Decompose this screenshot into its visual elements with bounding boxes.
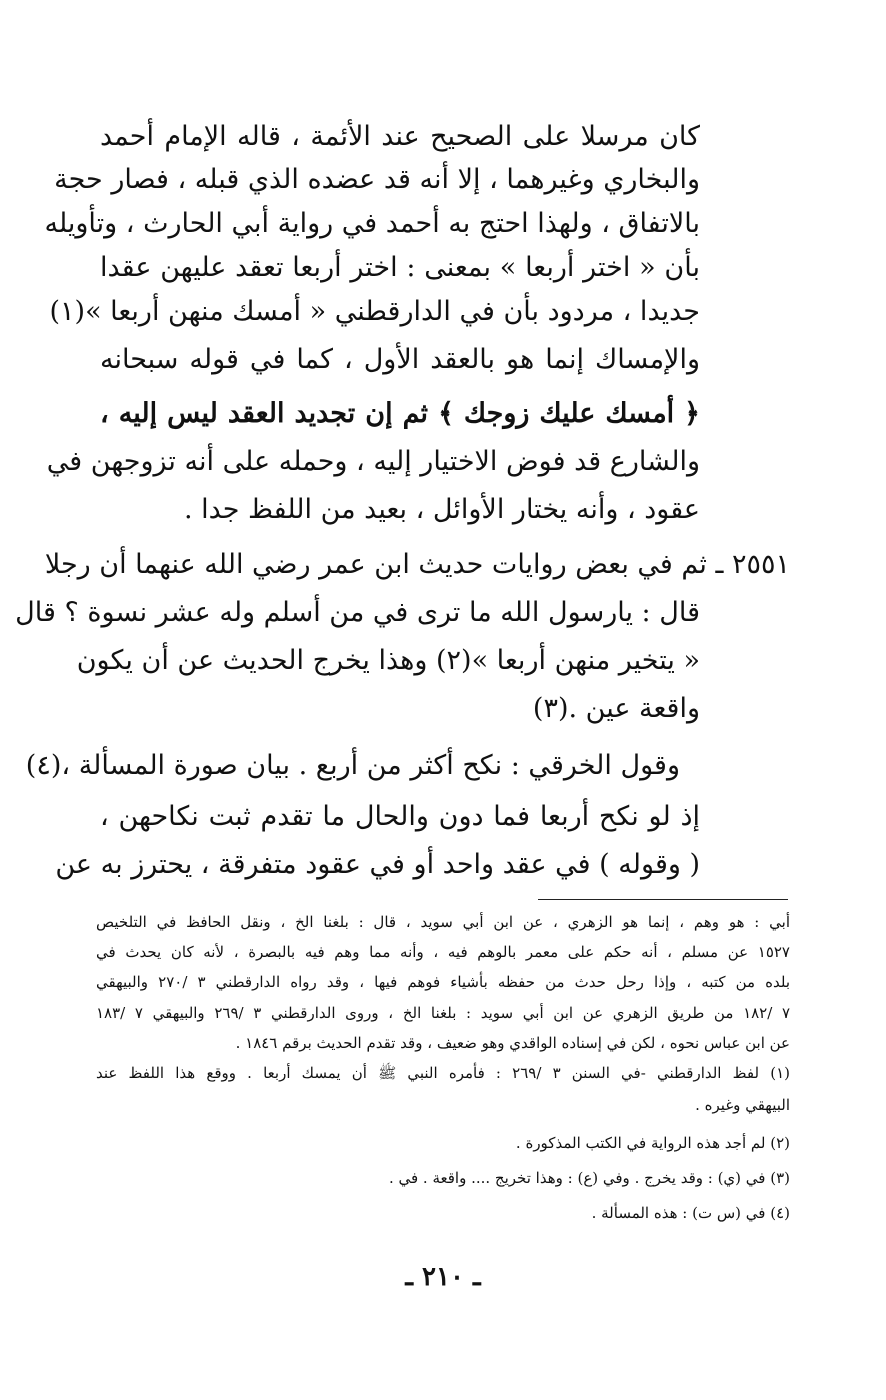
footnote-line: أبي : هو وهم ، إنما هو الزهري ، عن ابن أبي سويد ، قال : بلغنا الخ ، ونقل الحافظ في التلخيص	[96, 913, 790, 931]
main-text-line: بالاتفاق ، ولهذا احتج به أحمد في رواية أبي الحارث ، وتأويله	[44, 208, 700, 239]
main-text-line: ( وقوله ) في عقد واحد أو في عقود متفرقة ، يحترز به عن	[55, 849, 700, 880]
footnote-line: عن ابن عباس نحوه ، لكن في إسناده الواقدي وهو ضعيف ، وقد تقدم الحديث برقم ١٨٤٦ .	[235, 1034, 790, 1052]
main-text-line: واقعة عين .(٣)	[532, 693, 700, 724]
main-text-line: قال : يارسول الله ما ترى في من أسلم وله عشر نسوة ؟ قال	[15, 597, 700, 628]
footnote-1: (١) لفظ الدارقطني -في السنن ٣ /٢٦٩ : فأمره النبي ﷺ أن يمسك أربعا . ووقع هذا اللفظ عند	[96, 1064, 790, 1082]
footnote-divider	[538, 899, 788, 900]
numbered-paragraph-line: ٢٥٥١ ـ ثم في بعض روايات حديث ابن عمر رضي الله عنهما أن رجلا	[44, 549, 790, 580]
main-text-line: عقود ، وأنه يختار الأوائل ، بعيد من اللفظ جدا .	[183, 494, 700, 525]
footnote-line: ١٥٢٧ عن مسلم ، أنه حكم على معمر بالوهم فيه ، وأنه مما وهم فيه بالبصرة ، لأنه كان يحدث في	[96, 943, 790, 961]
footnote-2: (٢) لم أجد هذه الرواية في الكتب المذكورة .	[515, 1134, 790, 1152]
main-text-line: « يتخير منهن أربعا »(٢) وهذا يخرج الحديث عن أن يكون	[76, 645, 700, 676]
footnote-line: ٧ /١٨٢ من طريق الزهري عن ابن أبي سويد : بلغنا الخ ، وروى الدارقطني ٣ /٢٦٩ والبيهقي ٧ /١٨٣	[96, 1004, 791, 1022]
footnote-4: (٤) في (س ت) : هذه المسألة .	[591, 1204, 790, 1222]
main-text-line: والبخاري وغيرهما ، إلا أنه قد عضده الذي قبله ، فصار حجة	[54, 164, 700, 195]
footnote-line: بلده من كتبه ، وإذا رحل حدث من حفظه بأشياء فوهم فيها ، وقد رواه الدارقطني ٣ /٢٧٠ والبيهقي	[96, 973, 790, 991]
main-text-line: كان مرسلا على الصحيح عند الأئمة ، قاله الإمام أحمد	[100, 121, 700, 152]
footnote-line: البيهقي وغيره .	[695, 1096, 790, 1114]
page-number: ـ ٢١٠ ـ	[405, 1262, 481, 1292]
main-text-line: جديدا ، مردود بأن في الدارقطني « أمسك منهن أربعا »(١)	[49, 296, 700, 327]
main-text-line: وقول الخرقي : نكح أكثر من أربع . بيان صورة المسألة ،(٤)	[25, 750, 680, 781]
quran-verse-line: ﴿ أمسك عليك زوجك ﴾ ثم إن تجديد العقد ليس إليه ،	[100, 398, 700, 429]
main-text-line: والإمساك إنما هو بالعقد الأول ، كما في قوله سبحانه	[100, 344, 700, 375]
main-text-line: إذ لو نكح أربعا فما دون والحال ما تقدم ثبت نكاحهن ،	[100, 801, 700, 832]
footnote-3: (٣) في (ي) : وقد يخرج . وفي (ع) : وهذا تخريج .... واقعة . في .	[388, 1169, 790, 1187]
main-text-line: بأن « اختر أربعا » بمعنى : اختر أربعا تعقد عليهن عقدا	[100, 252, 700, 283]
main-text-line: والشارع قد فوض الاختيار إليه ، وحمله على أنه تزوجهن في	[46, 446, 700, 477]
